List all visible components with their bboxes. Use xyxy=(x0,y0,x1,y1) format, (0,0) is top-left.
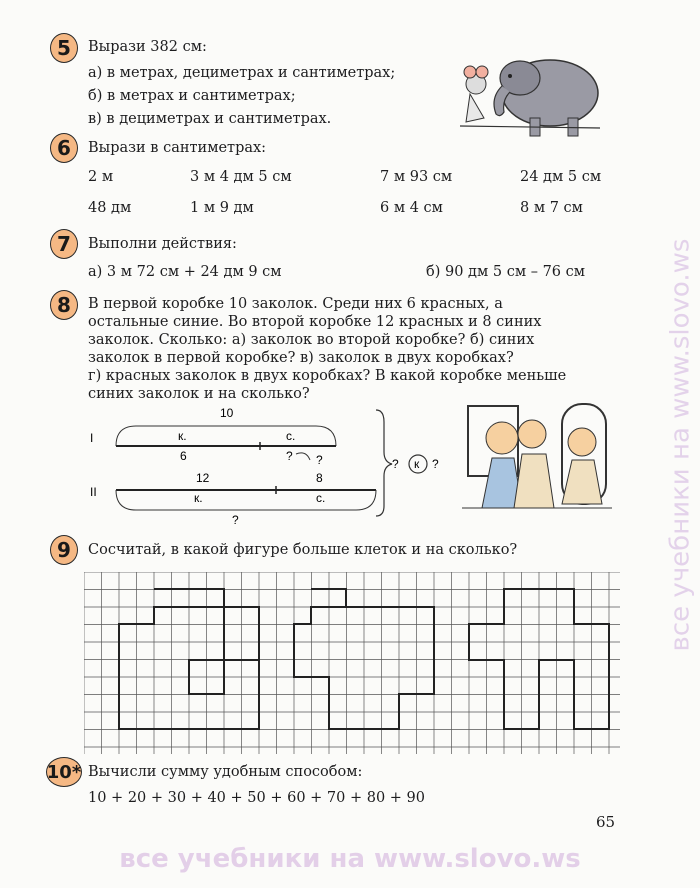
diagram-blue-question-1: ? xyxy=(286,449,293,463)
diagram-total-2: ? xyxy=(232,513,239,527)
diagram-row-label-2: II xyxy=(90,485,97,499)
task-5-item-c: в) в дециметрах и сантиметрах. xyxy=(88,111,332,127)
task-10-expression: 10 + 20 + 30 + 40 + 50 + 60 + 70 + 80 + 90 xyxy=(88,790,425,806)
task-8-line: остальные синие. Во второй коробке 12 красных и 8 синих xyxy=(88,314,542,330)
task-9-number-badge: 9 xyxy=(50,535,78,565)
task-7-title: Выполни действия: xyxy=(88,236,237,252)
task-6-cell: 7 м 93 см xyxy=(380,169,453,185)
task-6-number-badge: 6 xyxy=(50,133,78,163)
diagram-blue-label-1: с. xyxy=(286,429,296,443)
task-8-line: синих заколок и на сколько? xyxy=(88,386,310,402)
bottom-watermark[interactable]: все учебники на www.slovo.ws xyxy=(119,844,581,874)
diagram-red-value-2: 12 xyxy=(196,471,210,485)
task-8-line: В первой коробке 10 заколок. Среди них 6 красных, а xyxy=(88,296,503,312)
task-6-cell: 8 м 7 см xyxy=(520,200,583,216)
page-number: 65 xyxy=(596,813,616,831)
task-5-number-badge: 5 xyxy=(50,33,78,63)
elephant-mouse-illustration xyxy=(450,48,610,140)
diagram-row-label-1: I xyxy=(90,431,94,445)
diagram-total-1: 10 xyxy=(220,406,234,420)
task-5-title: Вырази 382 см: xyxy=(88,39,207,55)
task-7-item-a: а) 3 м 72 см + 24 дм 9 см xyxy=(88,264,282,280)
task-8-text xyxy=(88,295,616,403)
task-8-line: заколок. Сколько: а) заколок во второй коробке? б) синих xyxy=(88,332,535,348)
task-8-number-badge: 8 xyxy=(50,290,78,320)
diagram-brace-question-2: ? xyxy=(432,457,439,471)
diagram-difference-question: ? xyxy=(316,453,323,467)
task-8-line: г) красных заколок в двух коробках? В какой коробке меньше xyxy=(88,368,567,384)
task-10-title: Вычисли сумму удобным способом: xyxy=(88,764,363,780)
girls-mirror-illustration xyxy=(462,398,612,514)
task-7-number-badge: 7 xyxy=(50,229,78,259)
diagram-blue-value-2: 8 xyxy=(316,471,323,485)
task-6-cell: 1 м 9 дм xyxy=(190,200,254,216)
task-9-title: Сосчитай, в какой фигуре больше клеток и на сколько? xyxy=(88,542,518,558)
task-6-cell: 6 м 4 см xyxy=(380,200,443,216)
task-6-cell: 3 м 4 дм 5 см xyxy=(190,169,292,185)
task-10-number-badge: 10* xyxy=(46,757,82,787)
side-watermark: все учебники на www.slovo.ws xyxy=(665,238,696,652)
task-8-line: заколок в первой коробке? в) заколок в двух коробках? xyxy=(88,350,514,366)
task-5-item-b: б) в метрах и сантиметрах; xyxy=(88,88,296,104)
diagram-blue-label-2: с. xyxy=(316,491,326,505)
diagram-brace-compare: к xyxy=(414,457,420,471)
task-6-cell: 48 дм xyxy=(88,200,132,216)
task-6-cell: 2 м xyxy=(88,169,114,185)
task-6-cell: 24 дм 5 см xyxy=(520,169,602,185)
task-5-item-a: а) в метрах, дециметрах и сантиметрах; xyxy=(88,65,396,81)
diagram-red-label-1: к. xyxy=(178,429,187,443)
task-7-item-b: б) 90 дм 5 см – 76 см xyxy=(426,264,586,280)
task-8-segment-diagram xyxy=(80,400,460,530)
task-9-grid xyxy=(84,572,620,754)
task-6-title: Вырази в сантиметрах: xyxy=(88,140,267,156)
diagram-brace-question-1: ? xyxy=(392,457,399,471)
diagram-red-label-2: к. xyxy=(194,491,203,505)
diagram-red-value-1: 6 xyxy=(180,449,187,463)
